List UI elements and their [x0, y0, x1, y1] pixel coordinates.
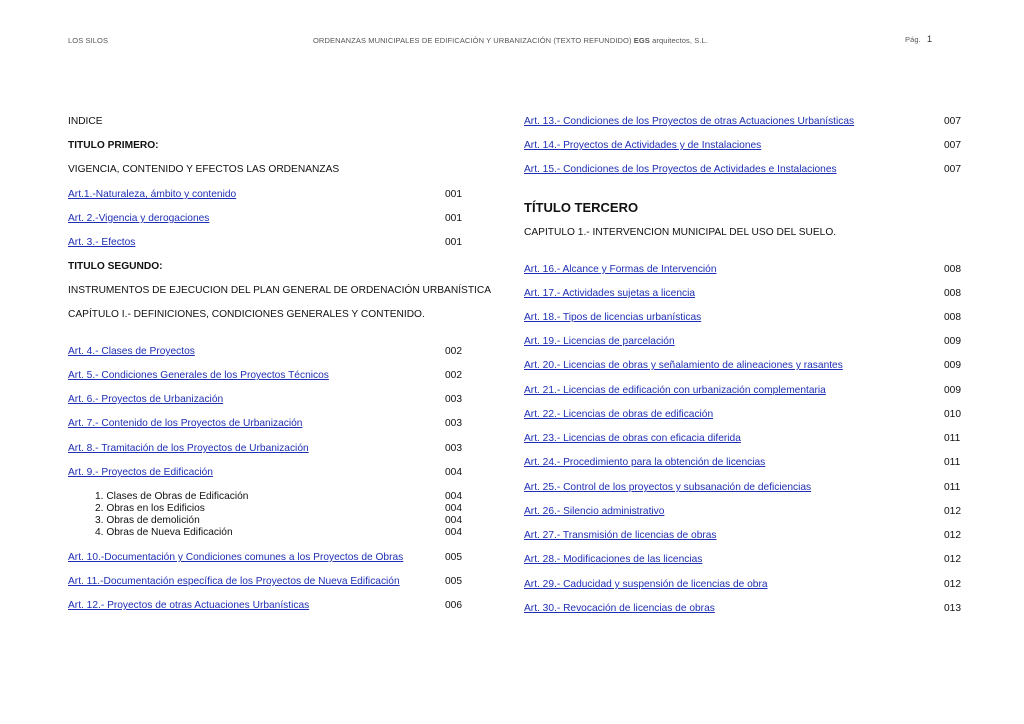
- toc-page-art6: 003: [445, 394, 462, 405]
- capitulo-i-heading: CAPÍTULO I.- DEFINICIONES, CONDICIONES GENERALES Y CONTENIDO.: [68, 309, 425, 320]
- toc-page-art1: 001: [445, 189, 462, 200]
- toc-page-art21: 009: [944, 385, 961, 396]
- toc-page-art9: 004: [445, 467, 462, 478]
- toc-page-art20: 009: [944, 360, 961, 371]
- toc-link-art19[interactable]: Art. 19.- Licencias de parcelación: [524, 336, 675, 347]
- toc-page-art13: 007: [944, 116, 961, 127]
- instrumentos-heading: INSTRUMENTOS DE EJECUCION DEL PLAN GENERAL DE ORDENACIÓN URBANÍSTICA: [68, 285, 492, 296]
- toc-link-art6[interactable]: Art. 6.- Proyectos de Urbanización: [68, 394, 224, 405]
- toc-link-art2[interactable]: Art. 2.-Vigencia y derogaciones: [68, 213, 210, 224]
- toc-sub-page-3: 004: [445, 515, 462, 526]
- toc-link-art28[interactable]: Art. 28.- Modificaciones de las licencias: [524, 554, 703, 565]
- toc-link-art8[interactable]: Art. 8.- Tramitación de los Proyectos de Urbanización: [68, 443, 309, 454]
- toc-link-art27[interactable]: Art. 27.- Transmisión de licencias de obras: [524, 530, 717, 541]
- toc-link-art21[interactable]: Art. 21.- Licencias de edificación con urbanización complementaria: [524, 385, 826, 396]
- toc-page-art3: 001: [445, 237, 462, 248]
- toc-page-art17: 008: [944, 288, 961, 299]
- toc-link-art24[interactable]: Art. 24.- Procedimiento para la obtención de licencias: [524, 457, 766, 468]
- toc-link-art9[interactable]: Art. 9.- Proyectos de Edificación: [68, 467, 213, 478]
- page-label: Pág.: [905, 35, 921, 44]
- vigencia-heading: VIGENCIA, CONTENIDO Y EFECTOS LAS ORDENANZAS: [68, 164, 340, 175]
- titulo-tercero-heading: TÍTULO TERCERO: [524, 200, 639, 215]
- toc-page-art29: 012: [944, 579, 961, 590]
- header-left: LOS SILOS: [68, 36, 109, 45]
- toc-page-art22: 010: [944, 409, 961, 420]
- toc-page-art2: 001: [445, 213, 462, 224]
- toc-sub-page-1: 004: [445, 491, 462, 502]
- toc-page-art12: 006: [445, 600, 462, 611]
- toc-link-art18[interactable]: Art. 18.- Tipos de licencias urbanísticas: [524, 312, 702, 323]
- toc-sub-page-4: 004: [445, 527, 462, 538]
- toc-page-art5: 002: [445, 370, 462, 381]
- toc-link-art5[interactable]: Art. 5.- Condiciones Generales de los Proyectos Técnicos: [68, 370, 329, 381]
- header-company-tail: arquitectos, S.L.: [652, 36, 708, 45]
- toc-page-art18: 008: [944, 312, 961, 323]
- toc-link-art29[interactable]: Art. 29.- Caducidad y suspensión de licencias de obra: [524, 579, 768, 590]
- header-title: ORDENANZAS MUNICIPALES DE EDIFICACIÓN Y URBANIZACIÓN (TEXTO REFUNDIDO): [313, 36, 632, 45]
- toc-page-art19: 009: [944, 336, 961, 347]
- toc-page-art7: 003: [445, 418, 462, 429]
- toc-page-art10: 005: [445, 552, 462, 563]
- titulo-segundo-heading: TITULO SEGUNDO:: [68, 261, 163, 272]
- toc-sub-item-4: 4. Obras de Nueva Edificación: [95, 527, 233, 538]
- toc-page-art23: 011: [944, 433, 961, 444]
- toc-page-art15: 007: [944, 164, 961, 175]
- toc-page-art11: 005: [445, 576, 462, 587]
- page-number: 1: [927, 34, 933, 44]
- toc-sub-page-2: 004: [445, 503, 462, 514]
- toc-link-art16[interactable]: Art. 16.- Alcance y Formas de Intervención: [524, 264, 717, 275]
- capitulo-1-heading: CAPITULO 1.- INTERVENCION MUNICIPAL DEL USO DEL SUELO.: [524, 227, 837, 238]
- toc-link-art10[interactable]: Art. 10.-Documentación y Condiciones comunes a los Proyectos de Obras: [68, 552, 404, 563]
- toc-link-art14[interactable]: Art. 14.- Proyectos de Actividades y de Instalaciones: [524, 140, 762, 151]
- toc-page-art4: 002: [445, 346, 462, 357]
- index-heading: INDICE: [68, 116, 103, 127]
- toc-link-art22[interactable]: Art. 22.- Licencias de obras de edificación: [524, 409, 714, 420]
- toc-link-art3[interactable]: Art. 3.- Efectos: [68, 237, 136, 248]
- toc-page-art30: 013: [944, 603, 961, 614]
- toc-link-art7[interactable]: Art. 7.- Contenido de los Proyectos de Urbanización: [68, 418, 303, 429]
- toc-link-art13[interactable]: Art. 13.- Condiciones de los Proyectos de otras Actuaciones Urbanísticas: [524, 116, 855, 127]
- toc-sub-item-1: 1. Clases de Obras de Edificación: [95, 491, 249, 502]
- toc-sub-item-2: 2. Obras en los Edificios: [95, 503, 205, 514]
- toc-link-art17[interactable]: Art. 17.- Actividades sujetas a licencia: [524, 288, 696, 299]
- toc-page-art16: 008: [944, 264, 961, 275]
- toc-link-art11[interactable]: Art. 11.-Documentación específica de los Proyectos de Nueva Edificación: [68, 576, 400, 587]
- toc-link-art15[interactable]: Art. 15.- Condiciones de los Proyectos de Actividades e Instalaciones: [524, 164, 837, 175]
- toc-link-art20[interactable]: Art. 20.- Licencias de obras y señalamiento de alineaciones y rasantes: [524, 360, 843, 371]
- toc-link-art23[interactable]: Art. 23.- Licencias de obras con eficacia diferida: [524, 433, 741, 444]
- header-page: [905, 34, 932, 44]
- toc-link-art30[interactable]: Art. 30.- Revocación de licencias de obras: [524, 603, 715, 614]
- toc-link-art26[interactable]: Art. 26.- Silencio administrativo: [524, 506, 665, 517]
- toc-link-art4[interactable]: Art. 4.- Clases de Proyectos: [68, 346, 195, 357]
- toc-sub-item-3: 3. Obras de demolición: [95, 515, 200, 526]
- toc-page-art26: 012: [944, 506, 961, 517]
- toc-page-art14: 007: [944, 140, 961, 151]
- toc-link-art12[interactable]: Art. 12.- Proyectos de otras Actuaciones Urbanísticas: [68, 600, 310, 611]
- header-center: [313, 36, 708, 45]
- toc-page-art25: 011: [944, 482, 961, 493]
- header-company-bold: EGS: [633, 36, 650, 45]
- toc-page-art24: 011: [944, 457, 961, 468]
- toc-page-art27: 012: [944, 530, 961, 541]
- titulo-primero-heading: TITULO PRIMERO:: [68, 140, 159, 151]
- toc-link-art1[interactable]: Art.1.-Naturaleza, ámbito y contenido: [68, 189, 237, 200]
- toc-page-art8: 003: [445, 443, 462, 454]
- toc-page-art28: 012: [944, 554, 961, 565]
- toc-link-art25[interactable]: Art. 25.- Control de los proyectos y subsanación de deficiencias: [524, 482, 812, 493]
